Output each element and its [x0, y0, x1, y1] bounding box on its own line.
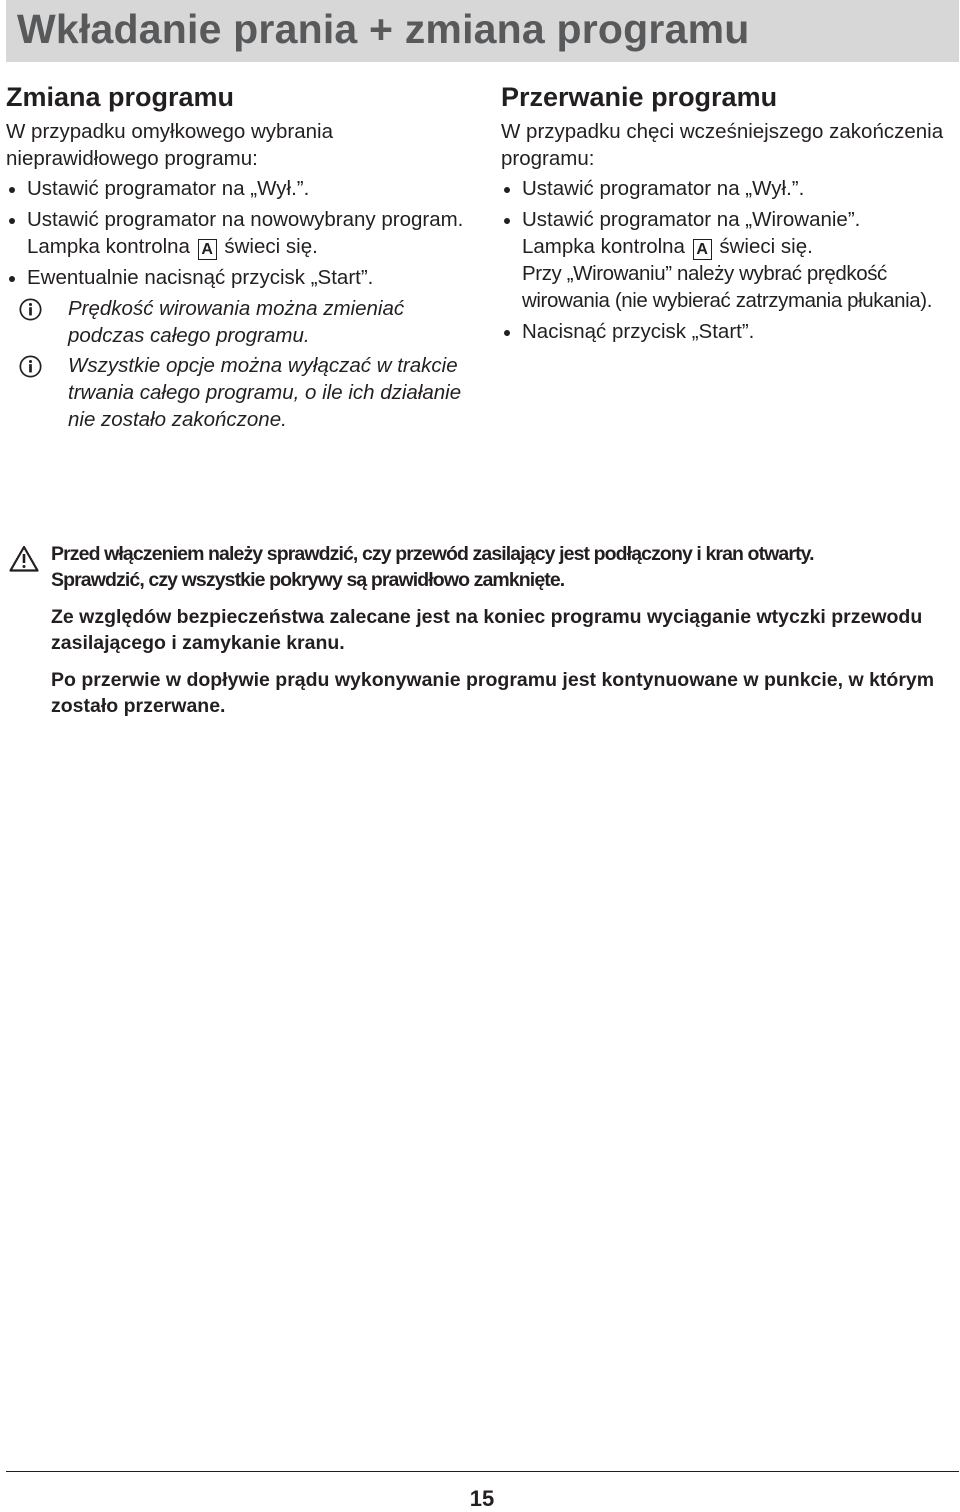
warning-text: Ze względów bezpieczeństwa zalecane jest na koniec programu wyciąganie wtyczki przewodu zasilającego i zamykanie kranu. [51, 606, 923, 654]
warning-triangle-icon [9, 545, 39, 572]
lamp-text: Lampka kontrolna [522, 235, 685, 258]
list-item [501, 175, 951, 202]
indicator-lamp-a-icon: A [198, 239, 217, 260]
section-interrupt-program [501, 80, 951, 349]
page-number: 15 [469, 1486, 495, 1511]
warning-text: Sprawdzić, czy wszystkie pokrywy są prawidłowo zamknięte. [51, 569, 565, 591]
step-text: Ewentualnie nacisnąć przycisk „Start”. [27, 266, 374, 289]
section-intro: W przypadku chęci wcześniejszego zakończenia programu: [501, 120, 944, 170]
step-text: Nacisnąć przycisk „Start”. [522, 320, 755, 343]
section-change-program [6, 80, 466, 433]
info-note [6, 295, 466, 349]
page-title: Wkładanie prania + zmiana programu [17, 6, 750, 52]
step-text: Ustawić programator na „Wył.”. [522, 177, 805, 200]
lamp-text: świeci się. [719, 235, 813, 258]
section-heading: Przerwanie programu [501, 82, 778, 112]
section-heading: Zmiana programu [6, 82, 235, 112]
lamp-text: świeci się. [224, 235, 318, 258]
warning-text: Przed włączeniem należy sprawdzić, czy przewód zasilający jest podłączony i kran otwarty. [51, 543, 814, 565]
note-text: Prędkość wirowania można zmieniać podczas całego programu. [68, 297, 405, 347]
list-item [501, 318, 951, 345]
step-text: Ustawić programator na nowowybrany program. [27, 208, 464, 231]
list-item [501, 206, 951, 314]
info-circle-icon [19, 355, 42, 378]
steps-list [501, 175, 951, 345]
steps-list [6, 175, 466, 291]
warning-text: Po przerwie w dopływie prądu wykonywanie programu jest kontynuowane w punkcie, w którym zostało przerwane. [51, 669, 935, 717]
section-intro: W przypadku omyłkowego wybrania nieprawidłowego programu: [6, 120, 333, 170]
list-item [6, 206, 466, 260]
footer-divider [6, 1471, 959, 1472]
spin-note: Przy „Wirowaniu” należy wybrać prędkość wirowania (nie wybierać zatrzymania płukania). [522, 262, 932, 312]
step-text: Ustawić programator na „Wirowanie”. [522, 208, 861, 231]
note-text: Wszystkie opcje można wyłączać w trakcie trwania całego programu, o ile ich działanie nie zostało zakończone. [68, 354, 462, 431]
lamp-text: Lampka kontrolna [27, 235, 190, 258]
title-bar [6, 0, 959, 62]
list-item [6, 264, 466, 291]
indicator-lamp-a-icon: A [693, 239, 712, 260]
step-text: Ustawić programator na „Wył.”. [27, 177, 310, 200]
list-item [6, 175, 466, 202]
info-circle-icon [19, 298, 42, 321]
info-note [6, 352, 466, 433]
warning-block [9, 541, 939, 730]
